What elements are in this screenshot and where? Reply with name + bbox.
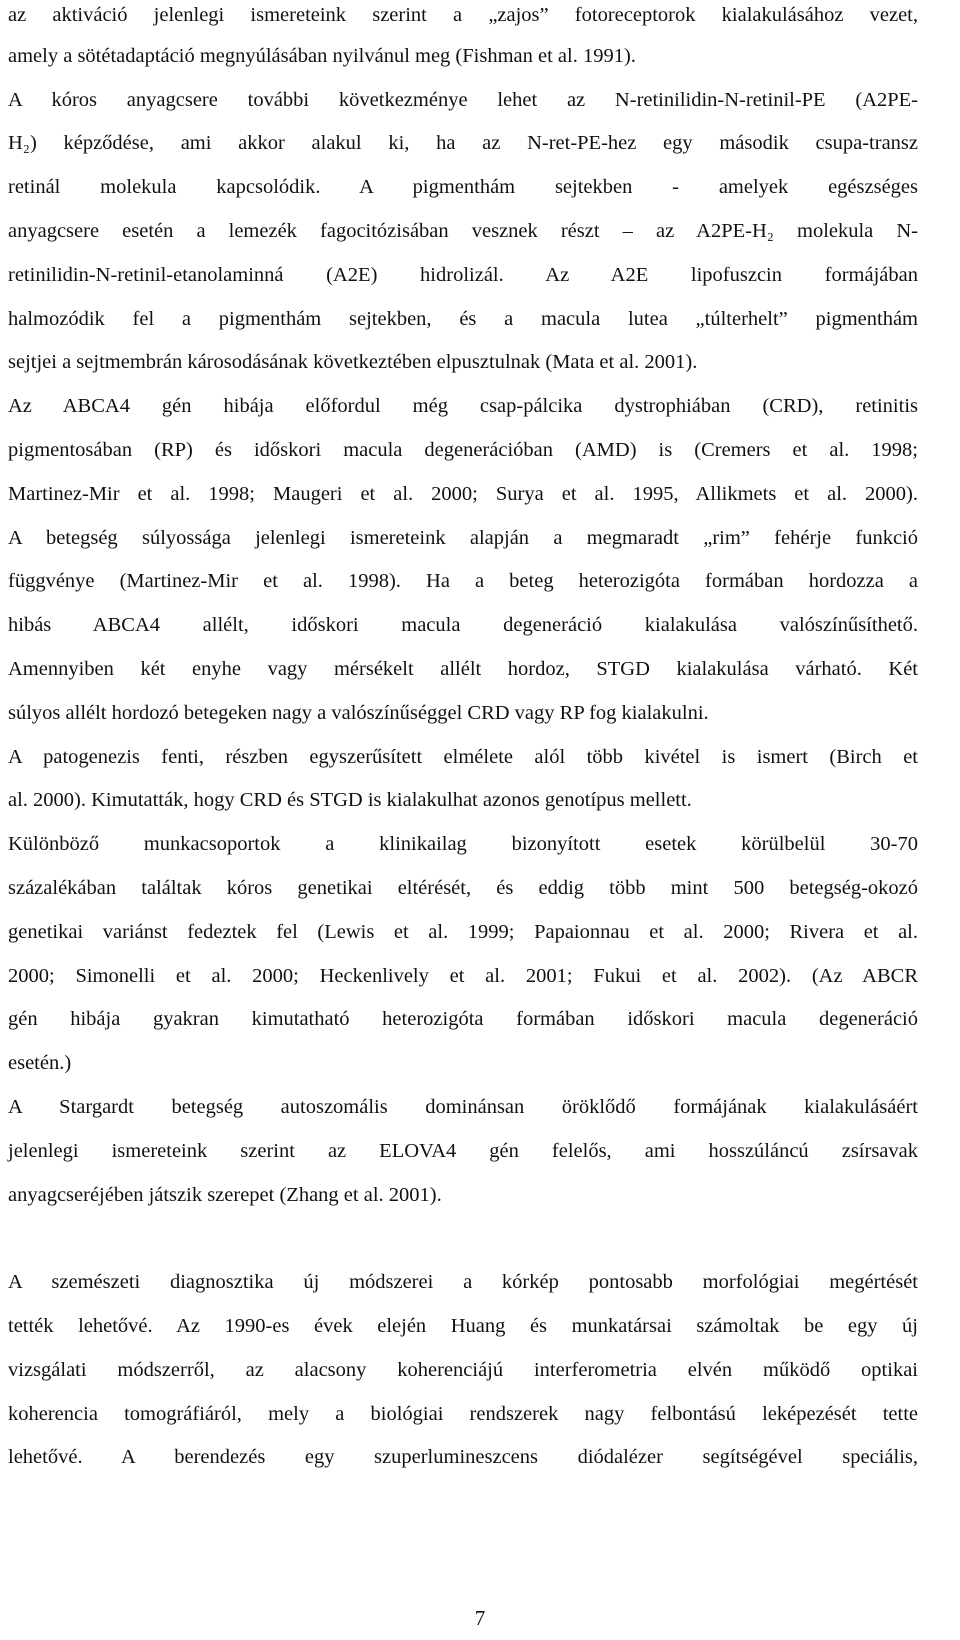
text-line-16: Amennyiben két enyhe vagy mérsékelt allélt hordoz, STGD kialakulása várható. Két (8, 658, 918, 680)
text-line-1: az aktiváció jelenlegi ismereteink szerint a „zajos” fotoreceptorok kialakulásához vezet, (8, 4, 918, 26)
text-line-26: A Stargardt betegség autoszomális dominánsan öröklődő formájának kialakulásáért (8, 1096, 918, 1118)
text-line-5: retinál molekula kapcsolódik. A pigmenthám sejtekben - amelyek egészséges (8, 176, 918, 198)
text-line-13: A betegség súlyossága jelenlegi ismereteink alapján a megmaradt „rim” fehérje funkció (8, 527, 918, 549)
text-line-8: halmozódik fel a pigmenthám sejtekben, és a macula lutea „túlterhelt” pigmenthám (8, 308, 918, 330)
text-line-6: anyagcsere esetén a lemezék fagocitózisában vesznek részt – az A2PE-H₂ molekula N- (8, 220, 918, 242)
text-line-7: retinilidin-N-retinil-etanolaminná (A2E) hidrolizál. Az A2E lipofuszcin formájában (8, 264, 918, 286)
text-line-2: amely a sötétadaptáció megnyúlásában nyilvánul meg (Fishman et al. 1991). (8, 45, 636, 67)
text-line-19: al. 2000). Kimutatták, hogy CRD és STGD is kialakulhat azonos genotípus mellett. (8, 789, 692, 811)
text-line-17: súlyos allélt hordozó betegeken nagy a valószínűséggel CRD vagy RP fog kialakulni. (8, 702, 709, 724)
text-line-29: A szemészeti diagnosztika új módszerei a kórkép pontosabb morfológiai megértését (8, 1271, 918, 1293)
text-line-32: koherencia tomográfiáról, mely a biológiai rendszerek nagy felbontású leképezését tette (8, 1403, 918, 1425)
text-line-28: anyagcseréjében játszik szerepet (Zhang et al. 2001). (8, 1184, 442, 1206)
text-line-3: A kóros anyagcsere további következménye lehet az N-retinilidin-N-retinil-PE (A2PE- (8, 89, 918, 111)
text-line-21: százalékában találtak kóros genetikai eltérését, és eddig több mint 500 betegség-okozó (8, 877, 918, 899)
text-line-24: gén hibája gyakran kimutatható heterozigóta formában időskori macula degeneráció (8, 1008, 918, 1030)
text-line-9: sejtjei a sejtmembrán károsodásának következtében elpusztulnak (Mata et al. 2001). (8, 351, 698, 373)
text-line-20: Különböző munkacsoportok a klinikailag bizonyított esetek körülbelül 30-70 (8, 833, 918, 855)
text-line-27: jelenlegi ismereteink szerint az ELOVA4 gén felelős, ami hosszúláncú zsírsavak (8, 1140, 918, 1162)
text-line-25: esetén.) (8, 1052, 72, 1074)
text-line-30: tették lehetővé. Az 1990-es évek elején Huang és munkatársai számoltak be egy új (8, 1315, 918, 1337)
text-line-14: függvénye (Martinez-Mir et al. 1998). Ha a beteg heterozigóta formában hordozza a (8, 570, 918, 592)
page-number: 7 (474, 1606, 486, 1630)
text-line-15: hibás ABCA4 allélt, időskori macula degeneráció kialakulása valószínűsíthető. (8, 614, 918, 636)
text-line-10: Az ABCA4 gén hibája előfordul még csap-pálcika dystrophiában (CRD), retinitis (8, 395, 918, 417)
text-line-11: pigmentosában (RP) és időskori macula degenerációban (AMD) is (Cremers et al. 1998; (8, 439, 918, 461)
text-line-33: lehetővé. A berendezés egy szuperlumineszcens diódalézer segítségével speciális, (8, 1446, 918, 1468)
text-line-12: Martinez-Mir et al. 1998; Maugeri et al. 2000; Surya et al. 1995, Allikmets et al. 2000). (8, 483, 918, 505)
text-line-4: H₂) képződése, ami akkor alakul ki, ha az N-ret-PE-hez egy második csupa-transz (8, 132, 918, 154)
text-line-31: vizsgálati módszerről, az alacsony koherenciájú interferometria elvén működő optikai (8, 1359, 918, 1381)
text-line-23: 2000; Simonelli et al. 2000; Heckenlively et al. 2001; Fukui et al. 2002). (Az ABCR (8, 965, 918, 987)
text-line-22: genetikai variánst fedeztek fel (Lewis et al. 1999; Papaionnau et al. 2000; Rivera et al. (8, 921, 918, 943)
text-line-18: A patogenezis fenti, részben egyszerűsített elmélete alól több kivétel is ismert (Birch et (8, 746, 918, 768)
